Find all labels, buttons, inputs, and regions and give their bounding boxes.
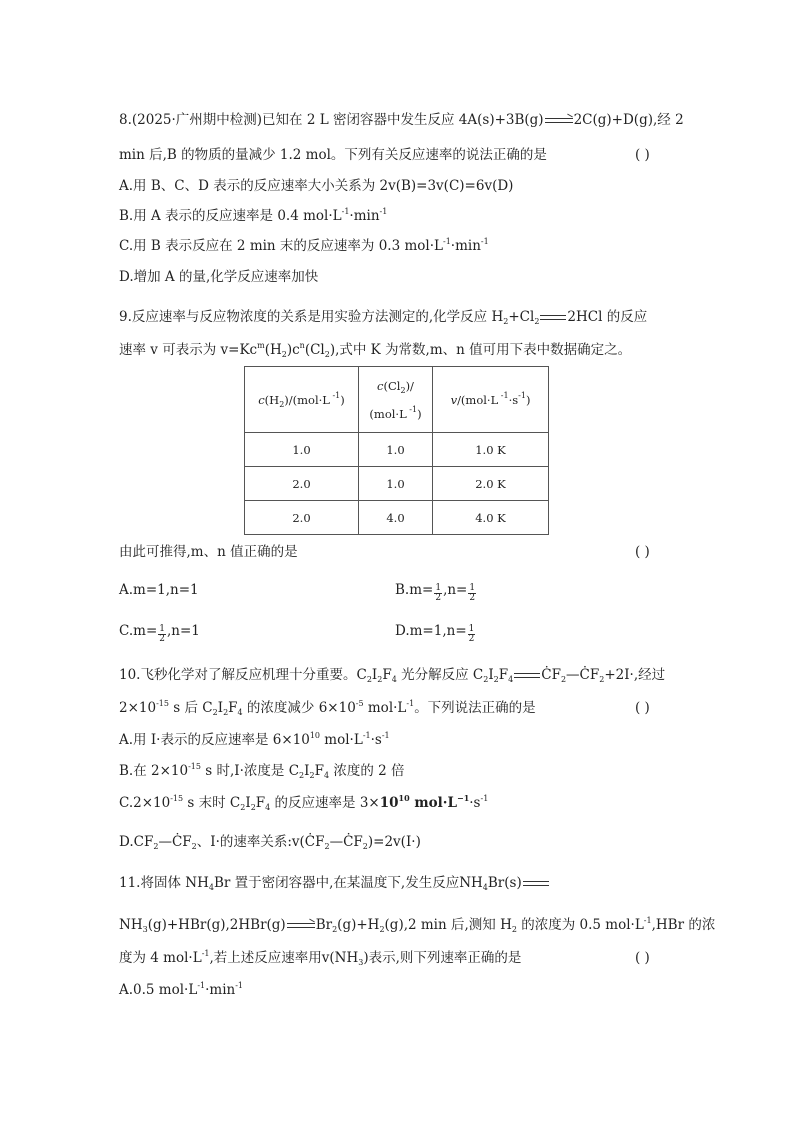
q10-option-d[interactable]: $D.CF_2—ĊF_2$、I·的速率关系$:v(ĊF_2—ĊF_2)=2v(I\cdot)$ — [119, 834, 421, 851]
table-row — [245, 501, 549, 535]
q10-stem-part-b3: 的浓度减少 6×10 — [242, 700, 356, 716]
q9-stem-part-b5: ),式中 K 为常数,m、n 值可用下表中数据确定之。 — [329, 342, 632, 358]
q9-stem-part-a2: +Cl — [508, 309, 535, 325]
q10-stem-part-b4: mol·L — [363, 700, 407, 716]
q10-option-c[interactable]: $C.2\times 10^{-15}$ s 末时 $C_2I_2F_4$ 的反应速率是 $3\times 10^{10}$ $mol\cdot L^{-1}\cdot s^{-1}$ — [119, 793, 489, 812]
q8-stem-line2 — [119, 145, 547, 165]
q10-option-a-text: A.用 I·表示的反应速率是 6×10 — [119, 732, 310, 748]
table-row — [245, 433, 549, 467]
table-cell: 4.0 K — [433, 501, 549, 535]
rate-data-table — [244, 366, 549, 535]
table-row — [245, 467, 549, 501]
q8-stem-part-b: 2C(g)+D(g),经 2 — [573, 112, 684, 128]
q9-option-c[interactable]: C.m= $\frac{1}{2}$ ,n=1 — [119, 623, 200, 644]
q9-option-d-text: D.m=1,n= — [395, 623, 467, 639]
q9-stem-line2: 速率 v 可表示为 $v=Kc^m(H_2)c^n(Cl_2)$,式中 K 为常数,m、n 值可用下表中数据确定之。 — [119, 341, 632, 359]
table-cell: 1.0 K — [433, 433, 549, 467]
q9-option-b[interactable]: B.m= $\frac{1}{2}$ ,n= $\frac{1}{2}$ — [395, 582, 476, 603]
q11-option-a[interactable]: A.0.5 $mol\cdot L^{-1}\cdot\min^{-1}$ — [119, 981, 244, 998]
q11-answer-paren[interactable]: ( ) — [635, 950, 650, 966]
q10-option-a[interactable]: A.用 I·表示的反应速率是 $6\times 10^{10}$ $mol\cdot L^{-1}\cdot s^{-1}$ — [119, 731, 390, 748]
q9-ask: 由此可推得,m、n 值正确的是 — [119, 544, 298, 560]
q8-stem-line1 — [119, 110, 684, 130]
reversible-arrow-icon — [545, 117, 573, 125]
table-cell: 1.0 — [359, 467, 433, 501]
equals-arrow-icon — [540, 314, 566, 322]
q11-stem-part-a: 11.将固体 NH — [119, 875, 209, 891]
q10-answer-paren[interactable]: ( ) — [635, 700, 650, 716]
fraction-one-half: $\frac{1}{2}$ — [159, 624, 165, 644]
q9-stem-part-b2: (H — [264, 342, 282, 358]
q10-stem-part-b: 2×10 — [119, 700, 157, 716]
q9-stem-part-a: 9.反应速率与反应物浓度的关系是用实验方法测定的,化学反应 H — [119, 309, 504, 325]
q9-stem-part-b4: (Cl — [304, 342, 325, 358]
q11-stem-part-a3: Br(s) — [487, 875, 522, 891]
q10-stem-part-a: 10.飞秒化学对了解反应机理十分重要。C — [119, 667, 367, 683]
q11-stem-line2: $NH_3(g)+HBr(g),2HBr(g)$ $Br_2(g)+H_2(g),2$ min 后,测知 $H_2$ 的浓度为 0.5 $mol\cdot L^{-1},HBr$ 的浓 — [119, 916, 716, 934]
fraction-one-half: $\frac{1}{2}$ — [435, 583, 442, 603]
q8-option-c-text: C.用 B 表示反应在 2 min 末的反应速率为 0.3 mol·L — [119, 238, 443, 254]
table-cell: 2.0 — [245, 467, 359, 501]
q9-stem-line1: 9.反应速率与反应物浓度的关系是用实验方法测定的,化学反应 $H_2+Cl_2$ 2HCl 的反应 — [119, 309, 648, 326]
table-cell: 2.0 — [245, 501, 359, 535]
q8-option-a[interactable]: A.用 B、C、D 表示的反应速率大小关系为 2v(B)=3v(C)=6v(D) — [119, 178, 514, 194]
equals-arrow-icon — [523, 880, 549, 888]
q10-option-b-text: B.在 2×10 — [119, 763, 189, 779]
fraction-one-half: $\frac{1}{2}$ — [469, 583, 476, 603]
reversible-arrow-icon — [287, 922, 315, 930]
q8-option-b-text: B.用 A 表示的反应速率是 0.4 mol·L — [119, 208, 342, 224]
equals-arrow-icon — [514, 672, 540, 680]
q9-option-b-text: B.m= — [395, 582, 434, 598]
q10-stem-line2: $2\times 10^{-15}$ s 后 $C_2I_2F_4$ 的浓度减少 $6\times 10^{-5}$ $mol\cdot L^{-1}$。下列说法正确的是 — [119, 699, 536, 717]
q11-stem-part-a2: Br 置于密闭容器中,在某温度下,发生反应NH — [213, 875, 483, 891]
q8-stem-part-c: min 后,B 的物质的量减少 1.2 mol。下列有关反应速率的说法正确的是 — [119, 147, 547, 163]
q9-stem-part-b: 速率 v 可表示为 v=Kc — [119, 342, 258, 358]
q10-option-b[interactable]: B.在 $2\times 10^{-15}$ s 时,I·浓度是 $C_2I_2F_4$ 浓度的 2 倍 — [119, 762, 405, 780]
q9-option-a[interactable]: A.m=1,n=1 — [119, 582, 199, 598]
q11-stem-line1: 11.将固体 $NH_4Br$ 置于密闭容器中,在某温度下,发生反应$NH_4Br(s)$ — [119, 873, 550, 893]
q10-stem-part-b5: 。下列说法正确的是 — [414, 700, 536, 716]
q10-option-d-text: D.CF — [119, 834, 154, 850]
table-cell: 2.0 K — [433, 467, 549, 501]
q11-option-a-text: A.0.5 mol·L — [119, 982, 198, 998]
q10-stem-line1: 10.飞秒化学对了解反应机理十分重要。$C_2I_2F_4$ 光分解反应 $C_2I_2F_4$ $ĊF_2—ĊF_2+2I\cdot$,经过 — [119, 667, 666, 684]
q11-stem-part-c: 度为 4 mol·L — [119, 950, 202, 966]
q9-stem-part-a3: 2HCl 的反应 — [567, 309, 648, 325]
q9-option-d[interactable] — [395, 621, 476, 644]
q8-option-d[interactable]: D.增加 A 的量,化学反应速率加快 — [119, 269, 319, 285]
q10-option-c-text: C.2×10 — [119, 795, 171, 811]
fraction-one-half: $\frac{1}{2}$ — [468, 624, 475, 644]
q9-option-c-text: C.m= — [119, 623, 158, 639]
q8-option-b[interactable]: B.用 A 表示的反应速率是 0.4 $mol\cdot L^{-1}\cdot\min^{-1}$ — [119, 207, 388, 224]
q8-option-c[interactable]: C.用 B 表示反应在 2 min 末的反应速率为 0.3 $mol\cdot L^{-1}\cdot\min^{-1}$ — [119, 237, 489, 254]
q9-stem-part-b3: )c — [286, 342, 300, 358]
q9-answer-paren[interactable]: ( ) — [635, 544, 650, 560]
q11-stem-line3: 度为 4 $mol\cdot L^{-1}$,若上述反应速率用$v(NH_3)$表示,则下列速率正确的是 — [119, 949, 522, 967]
table-cell: 4.0 — [359, 501, 433, 535]
table-header-cell: v/(mol·L $^{-1}\cdot s^{-1}$) — [433, 367, 549, 433]
table-cell: 1.0 — [245, 433, 359, 467]
table-header-cell: $c(H_2)/(mol\cdot L$ $^{-1}$) — [245, 367, 359, 433]
q8-stem-part-a: 8.(2025·广州期中检测)已知在 2 L 密闭容器中发生反应 4A(s)+3B(g) — [119, 112, 544, 128]
q11-stem-part-b: NH — [119, 917, 143, 933]
q10-stem-part-b2: s 后 C — [168, 700, 213, 716]
table-header-cell: $c(Cl_2)/$ (mol·L $^{-1}$) — [359, 367, 433, 433]
q8-answer-paren[interactable]: ( ) — [635, 147, 650, 163]
table-cell: 1.0 — [359, 433, 433, 467]
table-header-row — [245, 367, 549, 433]
